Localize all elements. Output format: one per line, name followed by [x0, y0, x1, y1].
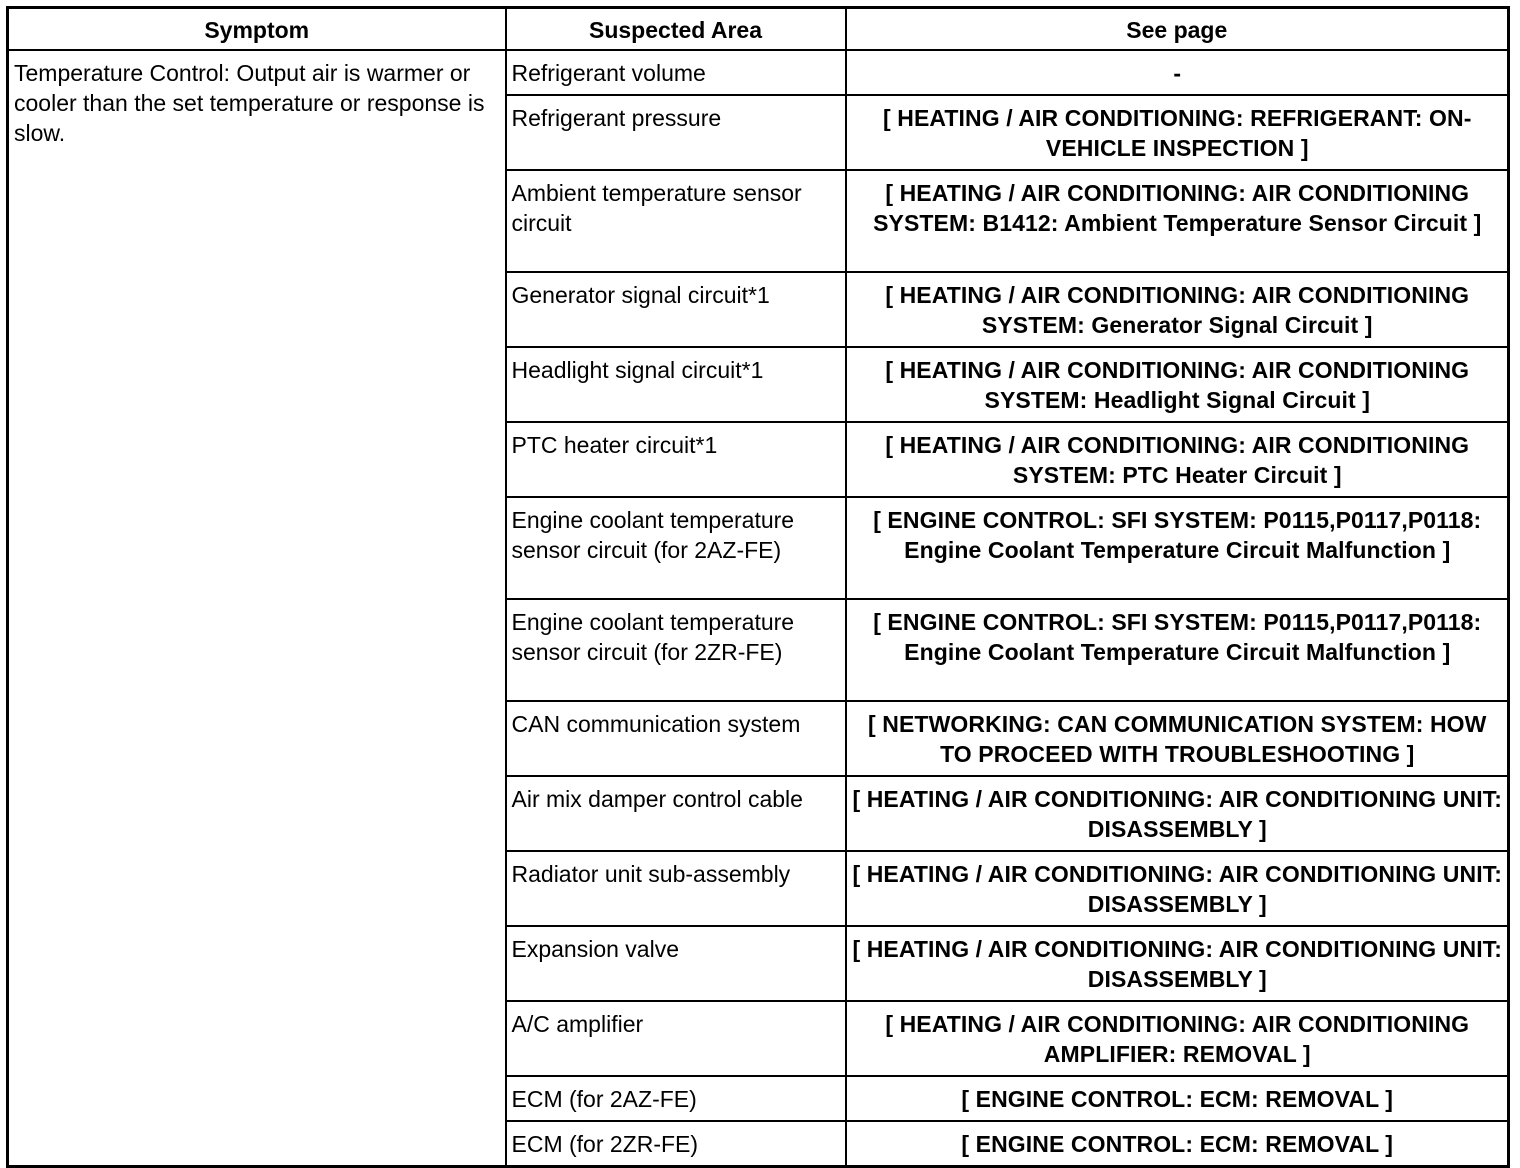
suspected-area-cell: Air mix damper control cable	[506, 776, 846, 851]
suspected-area-cell: Refrigerant volume	[506, 50, 846, 95]
see-page-cell: -	[846, 50, 1509, 95]
see-page-cell: [ HEATING / AIR CONDITIONING: REFRIGERANT: ON-VEHICLE INSPECTION ]	[846, 95, 1509, 170]
suspected-area-cell: Radiator unit sub-assembly	[506, 851, 846, 926]
suspected-area-cell: A/C amplifier	[506, 1001, 846, 1076]
suspected-area-cell: Expansion valve	[506, 926, 846, 1001]
see-page-cell: [ ENGINE CONTROL: SFI SYSTEM: P0115,P0117,P0118: Engine Coolant Temperature Circuit Malfunction ]	[846, 497, 1509, 599]
suspected-area-cell: Engine coolant temperature sensor circuit (for 2ZR-FE)	[506, 599, 846, 701]
see-page-cell: [ HEATING / AIR CONDITIONING: AIR CONDITIONING SYSTEM: Generator Signal Circuit ]	[846, 272, 1509, 347]
suspected-area-cell: PTC heater circuit*1	[506, 422, 846, 497]
troubleshooting-table	[6, 6, 1510, 1168]
suspected-area-cell: CAN communication system	[506, 701, 846, 776]
suspected-area-cell: Ambient temperature sensor circuit	[506, 170, 846, 272]
see-page-cell: [ ENGINE CONTROL: ECM: REMOVAL ]	[846, 1121, 1509, 1167]
table-row	[8, 50, 1509, 95]
suspected-area-cell: Engine coolant temperature sensor circuit (for 2AZ-FE)	[506, 497, 846, 599]
see-page-cell: [ HEATING / AIR CONDITIONING: AIR CONDITIONING SYSTEM: B1412: Ambient Temperature Sensor Circuit ]	[846, 170, 1509, 272]
header-symptom: Symptom	[8, 8, 506, 51]
suspected-area-cell: Refrigerant pressure	[506, 95, 846, 170]
header-row	[8, 8, 1509, 51]
see-page-cell: [ ENGINE CONTROL: SFI SYSTEM: P0115,P0117,P0118: Engine Coolant Temperature Circuit Malfunction ]	[846, 599, 1509, 701]
suspected-area-cell: Generator signal circuit*1	[506, 272, 846, 347]
see-page-cell: [ HEATING / AIR CONDITIONING: AIR CONDITIONING UNIT: DISASSEMBLY ]	[846, 776, 1509, 851]
see-page-cell: [ HEATING / AIR CONDITIONING: AIR CONDITIONING UNIT: DISASSEMBLY ]	[846, 926, 1509, 1001]
header-suspected-area: Suspected Area	[506, 8, 846, 51]
symptom-cell: Temperature Control: Output air is warmer or cooler than the set temperature or response is slow.	[8, 50, 506, 1167]
see-page-cell: [ ENGINE CONTROL: ECM: REMOVAL ]	[846, 1076, 1509, 1121]
header-see-page: See page	[846, 8, 1509, 51]
see-page-cell: [ HEATING / AIR CONDITIONING: AIR CONDITIONING SYSTEM: Headlight Signal Circuit ]	[846, 347, 1509, 422]
see-page-cell: [ HEATING / AIR CONDITIONING: AIR CONDITIONING SYSTEM: PTC Heater Circuit ]	[846, 422, 1509, 497]
see-page-cell: [ HEATING / AIR CONDITIONING: AIR CONDITIONING AMPLIFIER: REMOVAL ]	[846, 1001, 1509, 1076]
suspected-area-cell: ECM (for 2AZ-FE)	[506, 1076, 846, 1121]
see-page-cell: [ HEATING / AIR CONDITIONING: AIR CONDITIONING UNIT: DISASSEMBLY ]	[846, 851, 1509, 926]
suspected-area-cell: Headlight signal circuit*1	[506, 347, 846, 422]
see-page-cell: [ NETWORKING: CAN COMMUNICATION SYSTEM: HOW TO PROCEED WITH TROUBLESHOOTING ]	[846, 701, 1509, 776]
suspected-area-cell: ECM (for 2ZR-FE)	[506, 1121, 846, 1167]
